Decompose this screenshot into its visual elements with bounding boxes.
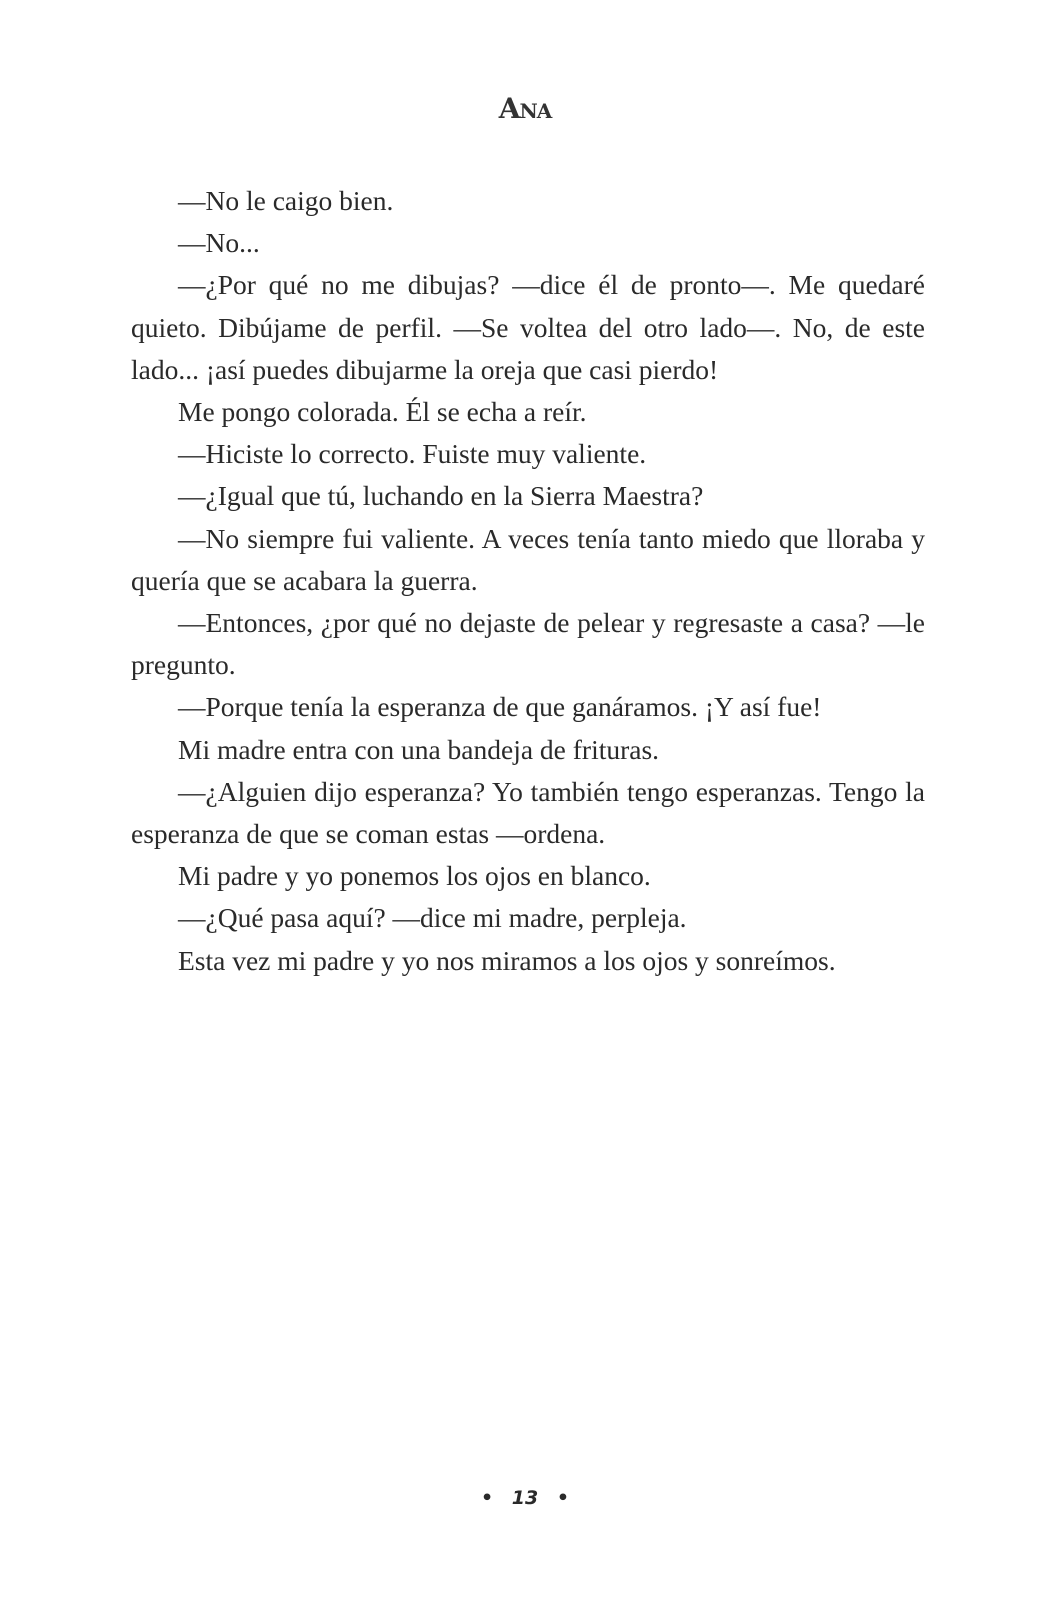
folio-separator-right: • [556,1487,569,1509]
paragraph: —No siempre fui valiente. A veces tenía tanto miedo que lloraba y quería que se acabara la guerra. [131,522,925,596]
running-head [0,92,1050,125]
paragraph: —¿Qué pasa aquí? —dice mi madre, perpleja. [178,902,687,934]
paragraph: —No le caigo bien. [178,185,394,216]
paragraph: —¿Por qué no me dibujas? —dice él de pronto—. Me quedaré quieto. Dibújame de perfil. —Se voltea del otro lado—. No, de este lado... ¡así puedes dibujarme la oreja que casi pierdo! [131,269,925,385]
paragraph: Mi padre y yo ponemos los ojos en blanco. [178,860,651,892]
paragraph: —¿Alguien dijo esperanza? Yo también tengo esperanzas. Tengo la esperanza de que se coman estas —ordena. [131,775,925,850]
paragraph: Me pongo colorada. Él se echa a reír. [178,396,587,428]
running-head-title: Ana [498,92,552,125]
paragraph: —¿Igual que tú, luchando en la Sierra Maestra? [178,480,704,512]
paragraph: —No... [178,227,260,259]
paragraph: Mi madre entra con una bandeja de frituras. [178,733,660,765]
paragraph: —Hiciste lo correcto. Fuiste muy valiente. [178,438,647,470]
body-text [131,180,925,982]
paragraph: Esta vez mi padre y yo nos miramos a los ojos y sonreímos. [178,944,836,976]
folio-separator-left: • [480,1487,494,1509]
page-footer [0,1487,1050,1509]
paragraph: —Porque tenía la esperanza de que ganáramos. ¡Y así fue! [178,691,822,723]
paragraph: —Entonces, ¿por qué no dejaste de pelear y regresaste a casa? —le pregunto. [131,607,925,681]
page-number: 13 [511,1487,539,1509]
